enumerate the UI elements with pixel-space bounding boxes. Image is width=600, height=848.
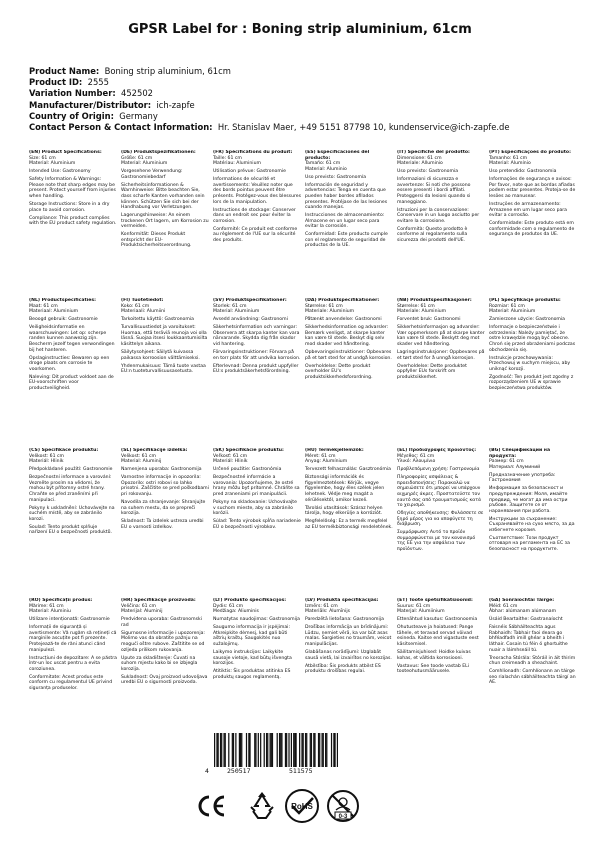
spec-paragraph: Informations de sécurité et avertissements: Veuillez noter que des bords pointus peuvent être présents. Protégez-vous des blessures lors de la manipulation. xyxy=(213,177,301,205)
barcode-bar xyxy=(248,733,249,767)
product-name-row xyxy=(29,66,579,77)
spec-paragraph: Overholdelse: Dette produkt overholder EU's produktsikkerhedsforordning. xyxy=(305,363,373,380)
barcode-bar xyxy=(279,733,280,767)
spec-paragraph: Drošības informācija un brīdinājumi: Lūdzu, ņemiet vērā, ka var būt asas malas. Sargieties no traumām, veicot manipulācijas. xyxy=(305,625,392,647)
barcode-bar xyxy=(240,733,241,767)
spec-heading: (SK) Špecifikácie produktu: xyxy=(213,448,284,453)
spec-paragraph: Varnostne informacije in opozorila: Opozorilo: ostri robovi so lahko prisotni. Zaščitite se pred poškodbami pri rokovanju. xyxy=(121,475,209,497)
spec-size: Tamaño: 61 cm xyxy=(305,161,341,167)
spec-paragraph: Megfelelőség: Ez a termék megfelel az EU termékbiztonsági rendeletének. xyxy=(305,519,393,530)
spec-section xyxy=(213,598,301,728)
barcode-bar xyxy=(221,733,222,767)
spec-paragraph: Uso previsto: Gastronomia xyxy=(397,169,459,175)
barcode-bar xyxy=(228,733,229,767)
spec-heading: (HU) Termékjellemzők: xyxy=(305,448,364,453)
spec-paragraph: Bezpečnostné informácie a varovania: Upozorňujeme, že ostré hrany môžu byť prítomné. Chráňte sa pred zraneniami pri manipulácii. xyxy=(213,475,300,497)
specification-grid xyxy=(29,150,577,728)
spec-paragraph: Conformidade: Este produto está em conformidade com o regulamento de segurança de produtos da UE. xyxy=(489,221,575,238)
spec-material: Материал: Алуминий xyxy=(489,464,541,470)
spec-paragraph: Efterlevnad: Denna produkt uppfyller EU:s produktsäkerhetsförordning. xyxy=(213,363,299,375)
spec-material: Materiaal: Aluminium xyxy=(29,309,79,315)
spec-paragraph: Säkerhetsinformation och varningar: Observera att skarpa kanter kan vara närvarande. Skydda dig från skador vid hantering. xyxy=(213,325,300,347)
spec-paragraph: Instruções de armazenamento: Armazene em um lugar seco para evitar a corrosão. xyxy=(489,201,568,219)
spec-paragraph: Safety Information & Warnings: Please note that sharp edges may be present. Protect yourself from injuries when handling. xyxy=(29,177,116,199)
barcode-digits-mid: 250517 xyxy=(227,767,251,775)
barcode-bar xyxy=(216,733,217,767)
spec-paragraph: Súlad: Tento výrobok spĺňa nariadenie EÚ o bezpečnosti výrobkov. xyxy=(213,519,301,530)
spec-paragraph: Yhdenmukaisuus: Tämä tuote vastaa EU:n tuoteturvallisuusasetusta. xyxy=(121,363,206,375)
spec-paragraph: Předpokládané použití: Gastronomie xyxy=(29,467,113,473)
spec-size: Méid: 61 cm xyxy=(489,603,518,609)
spec-paragraph: Informações de segurança e avisos: Por favor, note que as bordas afiadas podem estar presentes. Proteja-se de lesões ao manusear. xyxy=(489,177,576,199)
barcode-bar xyxy=(232,733,233,767)
spec-paragraph: Säilitamisjuhised: Hoidke kuivas kohas, et vältida korrosiooni. xyxy=(397,649,471,661)
spec-paragraph: Pokyny k uskladnění: Uchovávejte na suchém místě, aby se zabránilo korozi. xyxy=(29,505,115,522)
spec-paragraph: Οδηγίες αποθήκευσης: Φυλάσσετε σε ξηρό μέρος για να αποφύγετε τη διάβρωση. xyxy=(397,511,484,528)
spec-paragraph: Avsedd användning: Gastronomi xyxy=(213,317,288,323)
variation-row xyxy=(29,88,579,99)
spec-paragraph: Информация за безопасност и предупреждения: Моля, имайте предвид, че могат да има остри ръбове. Защитете се от наранявания при работа. xyxy=(489,486,568,514)
barcode-bar xyxy=(258,733,259,767)
spec-paragraph: Comhlíonadh: Comhlíonann an táirge seo rialachán sábháilteachta táirgí an AE. xyxy=(489,669,576,686)
barcode-bar xyxy=(272,733,273,767)
barcode-bar xyxy=(277,733,278,767)
spec-size: Size: 61 cm xyxy=(29,155,56,161)
barcode-bar xyxy=(235,733,236,767)
barcode-bar xyxy=(310,733,311,767)
barcode-bar xyxy=(295,733,296,767)
spec-material: Materiał: Aluminium xyxy=(489,309,536,315)
spec-heading: (EN) Product Specifications: xyxy=(29,150,102,155)
manufacturer-value: ich-zapfe xyxy=(156,99,195,110)
spec-material: Material: Aluminium xyxy=(213,309,260,315)
spec-paragraph: Soulad: Tento produkt splňuje nařízení EU o bezpečnosti produktů. xyxy=(29,524,113,536)
spec-paragraph: Sikkerhedsinformation og advarsler: Bemærk venligst, at skarpe kanter kan være til stede. Beskyt dig selv mod skader ved håndtering. xyxy=(305,325,389,347)
barcode-bar xyxy=(254,733,255,767)
spec-size: Mărime: 61 cm xyxy=(29,603,64,609)
recycle-icon xyxy=(248,791,276,821)
spec-paragraph: Atitiktis: Šis produktas atitinka ES produktų saugos reglamentą. xyxy=(213,669,291,680)
spec-section xyxy=(397,298,485,448)
spec-heading: (FR) Spécifications du produit: xyxy=(213,150,293,155)
spec-paragraph: Instructions de stockage: Conserver dans un endroit sec pour éviter la corrosion. xyxy=(213,207,296,224)
barcode-bar xyxy=(281,733,282,767)
product-id-row xyxy=(29,77,579,88)
product-name-label: Product Name: xyxy=(29,66,100,76)
spec-heading: (IT) Specifiche del prodotto: xyxy=(397,150,470,155)
spec-heading: (NL) Productspecificaties: xyxy=(29,298,96,303)
spec-heading: (ES) Especificaciones del producto: xyxy=(305,150,370,161)
spec-paragraph: Zgodność: Ten produkt jest zgodny z rozporządzeniem UE w sprawie bezpieczeństwa produktów. xyxy=(489,374,574,391)
spec-section xyxy=(121,298,209,448)
barcode-bar xyxy=(333,733,334,767)
spec-heading: (SV) Produktspecifikationer: xyxy=(213,298,287,303)
spec-heading: (EL) Προδιαγραφές προϊόντος: xyxy=(397,448,477,453)
spec-paragraph: Veiligheidsinformatie en waarschuwingen: Let op: scherpe randen kunnen aanwezig zijn. Bescherm jezelf tegen verwondingen bij het hanteren. xyxy=(29,325,115,353)
spec-paragraph: Sigurnosne informacije i upozorenja: Molimo vas da obratite pažnju na mogući oštre rubove. Zaštitite se od ozljeda prilikom rukovanja. xyxy=(121,630,205,653)
spec-material: Materiál: Hliník xyxy=(29,459,64,465)
spec-paragraph: Glabāšanas norādījumi: Uzglabāt sausā vietā, lai izvairītos no korozijas. xyxy=(305,649,392,661)
barcode-bar xyxy=(326,733,327,767)
barcode-bar xyxy=(241,733,242,767)
spec-paragraph: Naleving: Dit product voldoet aan de EU-voorschriften voor productveiligheid. xyxy=(29,374,114,391)
spec-paragraph: Beoogd gebruik: Gastronomie xyxy=(29,317,98,323)
spec-size: Veličina: 61 cm xyxy=(121,603,157,609)
barcode-bar xyxy=(291,733,292,767)
spec-size: Størrelse: 61 cm xyxy=(397,303,435,309)
spec-paragraph: Συμμόρφωση: Αυτό το προϊόν συμμορφώνεται με τον κανονισμό της ΕΕ για την ασφάλεια των προϊόντων. xyxy=(397,530,476,553)
spec-heading: (SL) Specifikacije izdelka: xyxy=(121,448,188,453)
barcode-bar xyxy=(303,733,304,767)
spec-paragraph: Faisnéis Sábháilteachta agus Rabhaidh: Tabhair faoi deara go bhféadfadh imill ghéar a bheith i láthair. Cosain tú féin ó ghortuithe nuair a láimhseáil tú. xyxy=(489,625,568,653)
spec-paragraph: Conformité: Ce produit est conforme au règlement de l'UE sur la sécurité des produits. xyxy=(213,226,298,243)
barcode-bar xyxy=(220,733,221,767)
spec-heading: (DA) Produktspecifikationer: xyxy=(305,298,380,303)
spec-paragraph: Zamierzone użycie: Gastronomia xyxy=(489,317,565,323)
spec-section xyxy=(29,448,117,598)
spec-section xyxy=(305,298,393,448)
barcode-bar xyxy=(233,733,234,767)
spec-paragraph: Bezpečnostní informace a varování: Vezměte prosím na vědomí, že mohou být přítomny ostré hrany. Chraňte se před zraněními při manipulaci. xyxy=(29,475,112,503)
spec-size: Dimensione: 61 cm xyxy=(397,155,442,161)
product-name-value: Boning strip aluminium, 61cm xyxy=(104,66,231,76)
spec-paragraph: Instrucciones de almacenamiento: Almacene en un lugar seco para evitar la corrosión. xyxy=(305,213,385,230)
spec-heading: (RO) Specificații produs: xyxy=(29,598,93,603)
spec-section xyxy=(305,448,393,598)
spec-paragraph: Sikkerhetsinformasjon og advarsler: Vær oppmerksom på at skarpe kanter kan være til stede. Beskytt deg mot skader ved håndtering. xyxy=(397,325,485,347)
svg-text:RoHS: RoHS xyxy=(291,802,313,811)
spec-heading: (BG) Спецификации на продукта: xyxy=(489,448,551,459)
barcode-bars xyxy=(214,733,338,767)
spec-section xyxy=(397,150,485,298)
spec-size: Méret: 61 cm xyxy=(305,453,336,459)
spec-paragraph: Tarkoitettu käyttö: Gastronomia xyxy=(121,317,194,323)
origin-label: Country of Origin: xyxy=(29,110,114,121)
barcode-bar xyxy=(285,733,286,767)
spec-paragraph: Conformidad: Este producto cumple con el reglamento de seguridad de productos de la UE. xyxy=(305,232,388,249)
spec-material: Materiale: Aluminium xyxy=(397,309,447,315)
barcode-bar xyxy=(294,733,295,767)
spec-heading: (NB) Produktspesifikasjoner: xyxy=(397,298,472,303)
spec-material: Material: Aluminium xyxy=(121,161,168,167)
barcode-digit-left: 4 xyxy=(205,767,209,775)
spec-size: Größe: 61 cm xyxy=(121,155,153,161)
spec-section xyxy=(489,150,577,298)
spec-paragraph: Ohutusteave ja hoiatused: Pange tähele, et teravad servad võivad esineda. Kaitse end vigastuste eest käsitsemisel. xyxy=(397,625,479,647)
contact-row xyxy=(29,122,579,133)
spec-paragraph: Navodila za shranjevanje: Shranjujte na suhem mestu, da se prepreči korozija. xyxy=(121,499,206,517)
spec-paragraph: Säilytysohjeet: Säilytä kuivassa paikassa korroosion välttämiseksi. xyxy=(121,349,200,361)
contact-value: Hr. Stanislav Maer, +49 5151 87798 10, kundenservice@ich-zapfe.de xyxy=(217,122,510,133)
spec-paragraph: Treoracha Stórála: Stóráil in áit thirim chun creimeadh a sheachaint. xyxy=(489,655,576,667)
spec-material: Materjal: Alumiinium xyxy=(397,609,445,615)
contact-label: Contact Person & Contact Information: xyxy=(29,122,213,133)
spec-material: Materiale: Aluminium xyxy=(305,309,355,315)
spec-paragraph: Vorgesehene Verwendung: Gastronomiebedarf xyxy=(121,169,183,180)
spec-section xyxy=(29,150,117,298)
spec-material: Anyag: Alumínium xyxy=(305,459,348,465)
spec-paragraph: Istruzioni per la conservazione: Conservare in un luogo asciutto per evitare la corrosione. xyxy=(397,207,480,224)
spec-paragraph: Skladnost: Ta izdelek ustreza uredbi EU o varnosti izdelkov. xyxy=(121,519,204,530)
barcode-bar xyxy=(280,733,281,767)
spec-paragraph: Instrukcje przechowywania: Przechowuj w suchym miejscu, aby uniknąć korozji. xyxy=(489,355,571,372)
spec-section xyxy=(489,448,577,598)
barcode-bar xyxy=(337,733,338,767)
spec-paragraph: Storage Instructions: Store in a dry place to avoid corrosion. xyxy=(29,201,110,213)
spec-material: Materijal: Aluminij xyxy=(121,609,163,615)
spec-material: Material: Aluminij xyxy=(121,459,162,465)
spec-size: Dydis: 61 cm xyxy=(213,603,244,609)
spec-paragraph: Biztonsági információk és figyelmeztetések: Kérjük, vegye figyelembe, hogy éles szélek jelen lehetnek. Védje meg magát a sérülésektől, amikor kezeli. xyxy=(305,475,385,503)
spec-size: Maat: 61 cm xyxy=(29,303,58,309)
spec-paragraph: Numatytas naudojimas: Gastronomija xyxy=(213,617,300,623)
spec-paragraph: Förvaringsinstruktioner: Förvara på en torr plats för att undvika korrosion. xyxy=(213,349,301,361)
spec-paragraph: Sukladnost: Ovaj proizvod udovoljava uredbi EU o sigurnosti proizvoda. xyxy=(121,674,208,686)
spec-size: Størrelse: 61 cm xyxy=(305,303,343,309)
age-warning-0-3-icon xyxy=(326,788,360,824)
barcode-bar xyxy=(223,733,224,767)
barcode-bar xyxy=(305,733,306,767)
spec-heading: (GA) Sonraíochtaí Táirge: xyxy=(489,598,555,603)
spec-section xyxy=(213,298,301,448)
spec-section xyxy=(29,598,117,728)
spec-material: Materiaali: Alumiini xyxy=(121,309,166,315)
spec-size: Velikost: 61 cm xyxy=(29,453,64,459)
variation-label: Variation Number: xyxy=(29,88,116,99)
spec-section xyxy=(121,598,209,728)
spec-paragraph: Určené použitie: Gastronómia xyxy=(213,467,282,473)
barcode-bar xyxy=(319,733,320,767)
barcode-bar xyxy=(288,733,289,767)
barcode-bar xyxy=(318,733,319,767)
spec-heading: (DE) Produktspezifikationen: xyxy=(121,150,196,155)
barcode-bar xyxy=(218,733,219,767)
spec-size: Taille: 61 cm xyxy=(213,155,242,161)
barcode-bar xyxy=(246,733,247,767)
spec-section xyxy=(305,150,393,298)
origin-value: Germany xyxy=(119,110,158,121)
spec-section xyxy=(489,598,577,728)
spec-paragraph: Namenjena uporaba: Gastronomija xyxy=(121,467,202,473)
spec-section xyxy=(121,150,209,298)
spec-paragraph: Información de seguridad y advertencias: Tenga en cuenta que pueden haber bordes afilados presentes. Protéjase de las lesiones cuando manejas. xyxy=(305,182,388,211)
barcode-bar xyxy=(267,733,268,767)
spec-heading: (FI) Tuotetiedot: xyxy=(121,298,164,303)
barcode-bar xyxy=(323,733,324,767)
spec-paragraph: Vastavus: See toode vastab ELi tooteohutusmäärusele. xyxy=(397,663,469,675)
spec-paragraph: Informacje o bezpieczeństwie i ostrzeżenia: Należy pamiętać, że ostre krawędzie mogą być obecne. Chroń się przed obrażeniami podczas obchodzenia się. xyxy=(489,325,576,353)
spec-material: Ábhar: alúmanam alúmanam xyxy=(489,609,557,615)
barcode-bar xyxy=(225,733,226,767)
barcode-bar xyxy=(214,733,215,767)
spec-paragraph: Saugumo informacija ir įspėjimai: Atkreipkite dėmesį, kad gali būti aštrių kraštų. Saugokitės nuo sužalojimų. xyxy=(213,625,290,647)
spec-paragraph: Paredzētā lietošana: Gastronomija xyxy=(305,617,384,623)
barcode-bar xyxy=(239,733,240,767)
svg-text:0-3: 0-3 xyxy=(338,814,348,820)
barcode-bar xyxy=(331,733,332,767)
spec-material: Matériau: Aluminium xyxy=(213,161,261,167)
spec-material: Materiale: Alluminio xyxy=(397,161,443,167)
barcode-bar xyxy=(271,733,272,767)
barcode xyxy=(205,733,347,775)
spec-paragraph: Forventet bruk: Gastronomi xyxy=(397,317,461,323)
spec-size: Izmērs: 61 cm xyxy=(305,603,338,609)
barcode-bar xyxy=(299,733,300,767)
spec-paragraph: Съответствие: Този продукт отговаря на регламента на ЕС за безопасност на продуктите. xyxy=(489,535,570,553)
spec-paragraph: Uso pretendido: Gastronomia xyxy=(489,169,557,175)
barcode-bar xyxy=(313,733,314,767)
spec-paragraph: Informazioni di sicurezza e avvertenze: Si noti che possono essere presenti i bordi affilati. Proteggersi da lesioni quando si maneggiano. xyxy=(397,177,471,205)
spec-paragraph: Utilisation prévue: Gastronomie xyxy=(213,169,286,175)
spec-paragraph: Konformität: Dieses Produkt entspricht der EU-Produktsicherheitsverordnung. xyxy=(121,232,192,249)
spec-paragraph: Uso previsto: Gastronomía xyxy=(305,174,367,180)
spec-material: Materiál: Hliník xyxy=(213,459,248,465)
spec-material: Material: Alumínio xyxy=(489,161,531,167)
spec-paragraph: Conformità: Questo prodotto è conforme al regolamento sulla sicurezza dei prodotti dell'UE. xyxy=(397,226,468,243)
spec-size: Tamanho: 61 cm xyxy=(489,155,528,161)
barcode-bar xyxy=(255,733,256,767)
spec-paragraph: Tervezett felhasználás: Gasztronómia xyxy=(305,467,391,473)
spec-paragraph: Upute za skladištenje: Čuvati na suhom mjestu kako bi se izbjegla korozija. xyxy=(121,655,198,672)
barcode-bar xyxy=(286,733,287,767)
spec-paragraph: Инструкции за съхранение: Съхранявайте на сухо място, за да избегнете корозия. xyxy=(489,516,575,533)
spec-paragraph: Lagerungshinweise: An einem trockenen Ort lagern, um Korrosion zu vermeiden. xyxy=(121,213,209,230)
spec-paragraph: Utilizare intenționată: Gastronomie xyxy=(29,617,110,623)
spec-paragraph: Informații de siguranță și avertismente: Vă rugăm să rețineți că marginile ascuțite pot fi prezente. Protejează-te de răni atunci când manipulezi. xyxy=(29,625,117,653)
spec-paragraph: Pokyny na skladovanie: Uchovávajte v suchom mieste, aby sa zabránilo korózii. xyxy=(213,499,297,517)
spec-paragraph: Instrucțiuni de depozitare: A se păstra într-un loc uscat pentru a evita coroziunea. xyxy=(29,655,117,672)
spec-paragraph: Sicherheitsinformationen & Warnhinweise: Bitte beachten Sie, dass scharfe Kanten vorhanden sein können. Schützen Sie sich bei der Handhabung vor Verletzungen. xyxy=(121,182,205,211)
spec-paragraph: Ettenähtud kasutus: Gastronoomia xyxy=(397,617,478,623)
spec-paragraph: Conformitate: Acest produs este conform cu regulamentul UE privind siguranța produselor. xyxy=(29,674,113,691)
spec-paragraph: Atbilstība: Šis produkts atbilst ES produktu drošības regulai. xyxy=(305,663,381,675)
product-header xyxy=(29,66,579,133)
spec-heading: (CS) Specifikace produktu: xyxy=(29,448,99,453)
spec-size: Размер: 61 cm xyxy=(489,459,524,465)
spec-section xyxy=(489,298,577,448)
spec-size: Koko: 61 cm xyxy=(121,303,150,309)
barcode-bar xyxy=(293,733,294,767)
barcode-digits-right: 511575 xyxy=(289,767,313,775)
spec-size: Veľkosť: 61 cm xyxy=(213,453,248,459)
spec-size: Rozmiar: 61 cm xyxy=(489,303,525,309)
barcode-bar xyxy=(301,733,302,767)
barcode-bar xyxy=(334,733,335,767)
barcode-bar xyxy=(325,733,326,767)
spec-paragraph: Предназначение употреба: Гастрономия xyxy=(489,472,556,484)
spec-material: Material: Aluminium xyxy=(29,161,76,167)
spec-section xyxy=(121,448,209,598)
spec-heading: (PL) Specyfikacje produktu: xyxy=(489,298,561,303)
spec-paragraph: Opbevaringsinstruktioner: Opbevares på et tørt sted for at undgå korrosion. xyxy=(305,349,392,361)
origin-row xyxy=(29,111,579,122)
spec-heading: (ET) Toote spetsifikatsioonid: xyxy=(397,598,473,603)
spec-paragraph: Laikymo instrukcijos: Laikykite sausoje vietoje, kad būtų išvengta korozijos. xyxy=(213,649,292,667)
spec-paragraph: Tárolási utasítások: Száraz helyen tárolja, hogy elkerülje a korróziót. xyxy=(305,505,383,517)
spec-paragraph: Πληροφορίες ασφάλειας & προειδοποιήσεις: Παρακαλώ να σημειώσετε ότι μπορεί να υπάρχουν αιχμηρές άκρες. Προστατεύστε τον εαυτό σας από τραυματισμούς κατά το χειρισμό. xyxy=(397,475,481,509)
spec-section xyxy=(397,598,485,728)
spec-section xyxy=(305,598,393,728)
barcode-bar xyxy=(264,733,265,767)
spec-paragraph: Opslaginstructies: Bewaren op een droge plaats om corrosie te voorkomen. xyxy=(29,355,110,372)
barcode-bar xyxy=(306,733,307,767)
spec-material: Materiāls: Alumīnijs xyxy=(305,609,351,615)
ce-mark-icon xyxy=(197,794,227,818)
spec-section xyxy=(213,150,301,298)
barcode-bar xyxy=(266,733,267,767)
variation-value: 452502 xyxy=(121,88,153,99)
product-id-label: Product ID: xyxy=(29,77,83,88)
barcode-bar xyxy=(321,733,322,767)
barcode-bar xyxy=(314,733,315,767)
spec-size: Suurus: 61 cm xyxy=(397,603,431,609)
spec-paragraph: Turvallisuustiedot ja varoitukset: Huomaa, että teräviä reunoja voi olla läsnä. Suojaa itsesi loukkaantumisilta käsittelyn aikana. xyxy=(121,325,208,347)
spec-size: Μέγεθος: 61 cm xyxy=(397,453,435,459)
spec-paragraph: Compliance: This product complies with the EU product safety regulation. xyxy=(29,215,117,227)
spec-section xyxy=(397,448,485,598)
barcode-bar xyxy=(260,733,261,767)
spec-paragraph: Προβλεπόμενη χρήση: Γαστρονομία xyxy=(397,467,480,473)
spec-section xyxy=(213,448,301,598)
spec-material: Material: Aluminio xyxy=(305,166,347,172)
spec-paragraph: Lagringsinstruksjoner: Oppbevares på et tørt sted for å unngå korrosjon. xyxy=(397,349,485,361)
rohs-compliant-icon xyxy=(284,788,320,824)
barcode-bar xyxy=(249,733,250,767)
spec-size: Velikost: 61 cm xyxy=(121,453,156,459)
spec-section xyxy=(29,298,117,448)
spec-paragraph: Påtænkt anvendelse: Gastronomi xyxy=(305,317,382,323)
spec-heading: (LV) Produkta specifikācijas: xyxy=(305,598,379,603)
barcode-bar xyxy=(270,733,271,767)
spec-material: Material: Aluminiu xyxy=(29,609,71,615)
manufacturer-row xyxy=(29,100,579,111)
manufacturer-label: Manufacturer/Distributor: xyxy=(29,99,152,110)
spec-heading: (HR) Specifikacije proizvoda: xyxy=(121,598,196,603)
spec-heading: (LT) Produkto specifikacijos: xyxy=(213,598,287,603)
spec-paragraph: Predviđena uporaba: Gastronomski rad xyxy=(121,617,202,628)
spec-size: Storlek: 61 cm xyxy=(213,303,247,309)
spec-heading: (PT) Especificações do produto: xyxy=(489,150,571,155)
spec-material: Medžiaga: Aliuminis xyxy=(213,609,259,615)
page-title: GPSR Label for : Boning strip aluminium, 61cm xyxy=(128,22,472,37)
spec-paragraph: Overholdelse: Dette produktet oppfyller EUs forskrift om produktsikkerhet. xyxy=(397,363,467,380)
product-id-value: 2555 xyxy=(87,77,109,88)
spec-material: Υλικό: Αλουμίνιο xyxy=(397,459,436,465)
spec-paragraph: Úsáid Beartaithe: Gastranaíocht xyxy=(489,617,563,623)
barcode-bar xyxy=(311,733,312,767)
spec-paragraph: Intended Use: Gastronomy xyxy=(29,169,91,175)
